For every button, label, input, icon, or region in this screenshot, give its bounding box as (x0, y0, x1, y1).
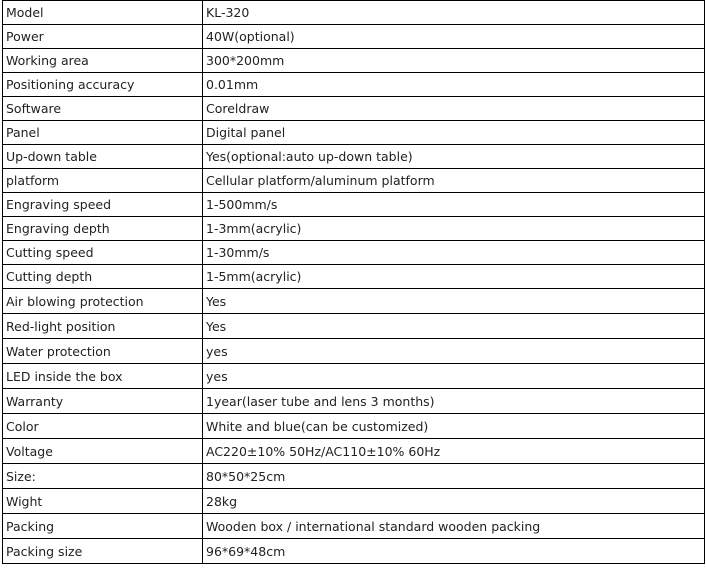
spec-value: Wooden box / international standard wooden packing (203, 514, 705, 539)
spec-value: White and blue(can be customized) (203, 414, 705, 439)
spec-value: AC220±10% 50Hz/AC110±10% 60Hz (203, 439, 705, 464)
table-row (3, 414, 705, 439)
spec-label: Air blowing protection (3, 289, 203, 314)
spec-label: Up-down table (3, 145, 203, 169)
spec-label: Voltage (3, 439, 203, 464)
spec-value: 1-3mm(acrylic) (203, 217, 705, 241)
spec-label: Size: (3, 464, 203, 489)
spec-value: 1-30mm/s (203, 241, 705, 265)
table-row (3, 121, 705, 145)
spec-label: Software (3, 97, 203, 121)
spec-value: 1year(laser tube and lens 3 months) (203, 389, 705, 414)
spec-label: Positioning accuracy (3, 73, 203, 97)
spec-value: 96*69*48cm (203, 539, 705, 564)
spec-label: Engraving depth (3, 217, 203, 241)
spec-value: Digital panel (203, 121, 705, 145)
spec-label: Water protection (3, 339, 203, 364)
spec-value: 1-500mm/s (203, 193, 705, 217)
spec-label: LED inside the box (3, 364, 203, 389)
table-row (3, 97, 705, 121)
spec-value: 1-5mm(acrylic) (203, 265, 705, 289)
table-row (3, 217, 705, 241)
spec-value: Yes (203, 289, 705, 314)
spec-value: Yes (203, 314, 705, 339)
table-row (3, 364, 705, 389)
table-row (3, 49, 705, 73)
table-row (3, 25, 705, 49)
table-row (3, 464, 705, 489)
spec-table-body (3, 1, 705, 564)
table-row (3, 265, 705, 289)
spec-label: Model (3, 1, 203, 25)
spec-value: 80*50*25cm (203, 464, 705, 489)
spec-value: KL-320 (203, 1, 705, 25)
table-row (3, 514, 705, 539)
table-row (3, 439, 705, 464)
spec-value: 0.01mm (203, 73, 705, 97)
spec-table (2, 0, 705, 564)
table-row (3, 169, 705, 193)
table-row (3, 389, 705, 414)
spec-value: 300*200mm (203, 49, 705, 73)
spec-label: Packing size (3, 539, 203, 564)
spec-label: Cutting depth (3, 265, 203, 289)
spec-value: Yes(optional:auto up-down table) (203, 145, 705, 169)
table-row (3, 339, 705, 364)
spec-value: 40W(optional) (203, 25, 705, 49)
table-row (3, 145, 705, 169)
table-row (3, 241, 705, 265)
spec-label: Color (3, 414, 203, 439)
spec-label: Red-light position (3, 314, 203, 339)
table-row (3, 539, 705, 564)
spec-value: 28kg (203, 489, 705, 514)
spec-label: Cutting speed (3, 241, 203, 265)
table-row (3, 73, 705, 97)
spec-value: Cellular platform/aluminum platform (203, 169, 705, 193)
spec-label: Wight (3, 489, 203, 514)
table-row (3, 289, 705, 314)
spec-label: Panel (3, 121, 203, 145)
spec-label: platform (3, 169, 203, 193)
table-row (3, 1, 705, 25)
table-row (3, 193, 705, 217)
spec-label: Working area (3, 49, 203, 73)
spec-label: Warranty (3, 389, 203, 414)
spec-label: Engraving speed (3, 193, 203, 217)
table-row (3, 489, 705, 514)
spec-value: yes (203, 364, 705, 389)
spec-label: Packing (3, 514, 203, 539)
spec-value: yes (203, 339, 705, 364)
table-row (3, 314, 705, 339)
spec-label: Power (3, 25, 203, 49)
spec-value: Coreldraw (203, 97, 705, 121)
